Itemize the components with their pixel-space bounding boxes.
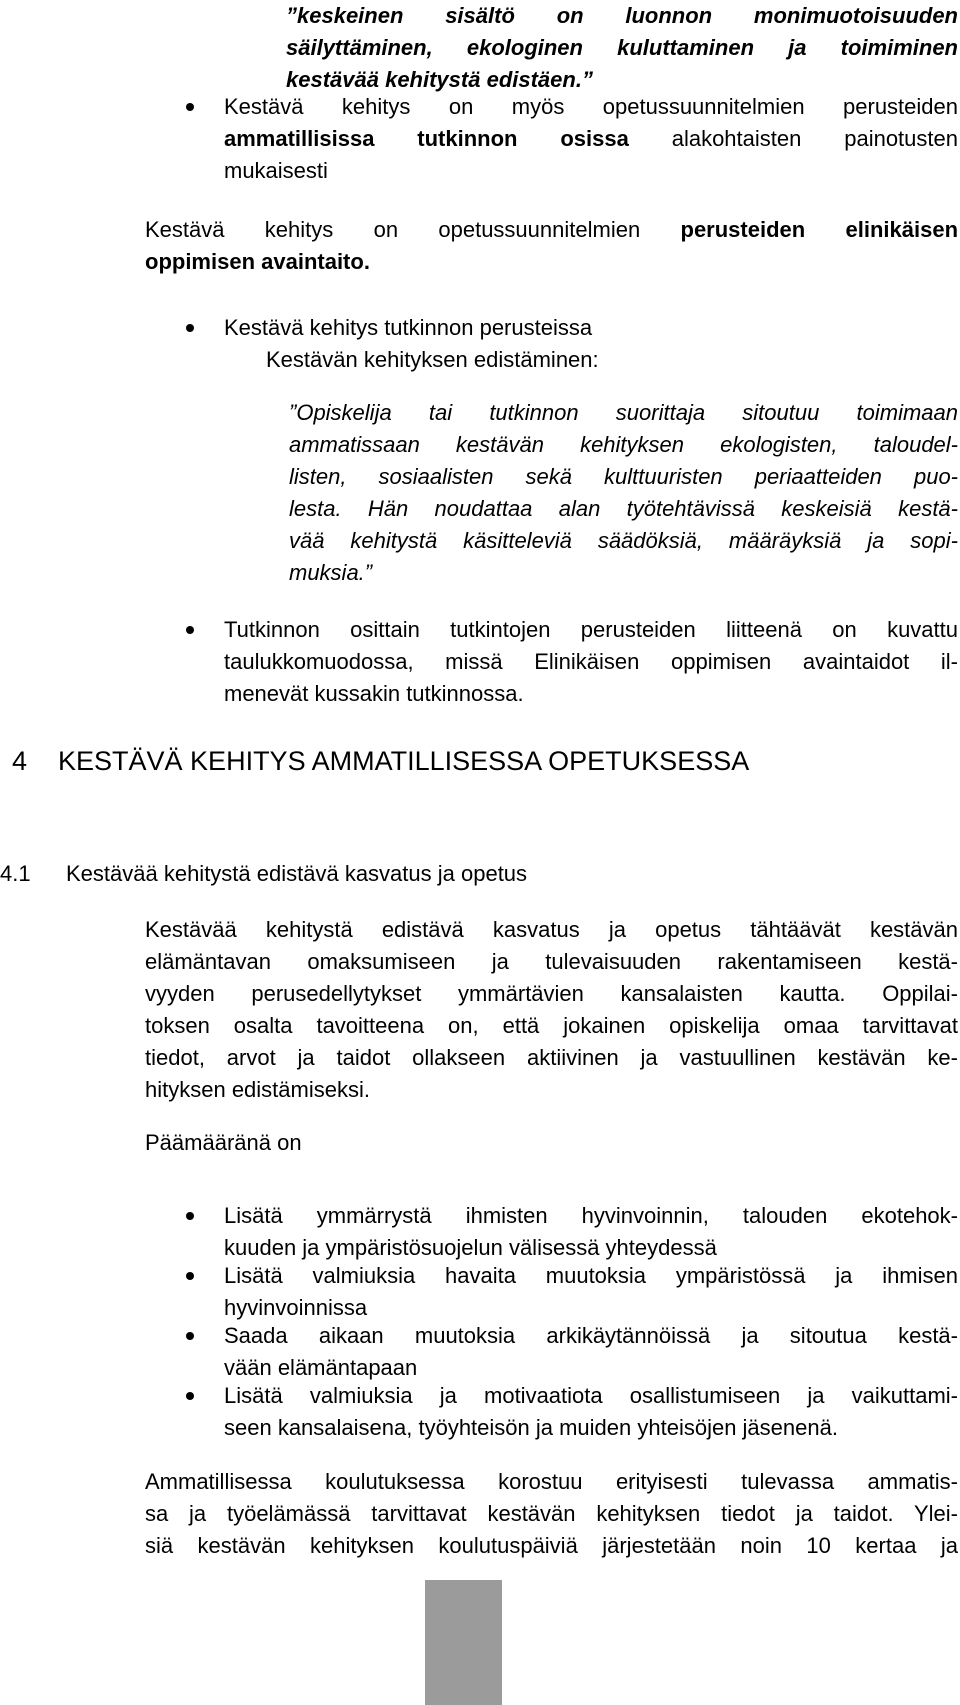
- para-line: Ammatillisessa koulutuksessa korostuu erityisesti tulevassa ammatis-: [145, 1469, 958, 1494]
- quote-line: ammatissaan kestävän kehityksen ekologisten, taloudel-: [289, 432, 958, 457]
- bullet-b-line: Kestävä kehitys tutkinnon perusteissa: [224, 315, 593, 340]
- goal-line: Lisätä valmiuksia havaita muutoksia ympäristössä ja ihmisen: [224, 1263, 958, 1288]
- quote-line: muksia.”: [289, 560, 373, 585]
- para-line: Kestävää kehitystä edistävä kasvatus ja opetus tähtäävät kestävän: [145, 917, 958, 942]
- para-line: tiedot, arvot ja taidot ollakseen aktiivinen ja vastuullinen kestävän ke-: [145, 1045, 958, 1070]
- goals-label: Päämääränä on: [145, 1130, 302, 1155]
- goal-line: vään elämäntapaan: [224, 1355, 418, 1380]
- goal-item: [224, 1320, 958, 1384]
- heading-number: 4.1: [0, 861, 31, 886]
- goal-line: kuuden ja ympäristösuojelun välisessä yhteydessä: [224, 1235, 717, 1260]
- bullet-b: [224, 312, 958, 376]
- key-plain: Kestävä kehitys on opetussuunnitelmien: [145, 217, 681, 242]
- bullet-icon: [186, 1332, 194, 1340]
- bullet-a-line: mukaisesti: [224, 158, 328, 183]
- section-heading-4: [12, 743, 958, 779]
- bullet-icon: [186, 1392, 194, 1400]
- goal-item: [224, 1260, 958, 1324]
- bullet-c-line: taulukkomuodossa, missä Elinikäisen oppimisen avaintaidot il-: [224, 649, 958, 674]
- para-line: siä kestävän kehityksen koulutuspäiviä järjestetään noin 10 kertaa ja: [145, 1533, 958, 1558]
- bullet-icon: [186, 1212, 194, 1220]
- key-competence-paragraph: [145, 214, 958, 278]
- bullet-icon: [186, 626, 194, 634]
- bullet-a-rest: alakohtaisten painotusten: [628, 126, 958, 151]
- para-line: vyyden perusedellytykset ymmärtävien kansalaisten kautta. Oppilai-: [145, 981, 958, 1006]
- intro-quote-line: kestävää kehitystä edistäen.”: [286, 67, 593, 92]
- goal-line: Lisätä ymmärrystä ihmisten hyvinvoinnin, talouden ekotehok-: [224, 1203, 958, 1228]
- para-line: toksen osalta tavoitteena on, että jokainen opiskelija omaa tarvittavat: [145, 1013, 958, 1038]
- para-line: sa ja työelämässä tarvittavat kestävän kehityksen tiedot ja taidot. Ylei-: [145, 1501, 958, 1526]
- bullet-a-line: [224, 123, 958, 155]
- section-4-1-paragraph: [145, 914, 958, 1106]
- quote-line: vää kehitystä käsitteleviä säädöksiä, määräyksiä ja sopi-: [289, 528, 958, 553]
- heading-title: KESTÄVÄ KEHITYS AMMATILLISESSA OPETUKSESSA: [58, 746, 750, 776]
- heading-number: 4: [12, 746, 28, 776]
- bullet-c-line: menevät kussakin tutkinnossa.: [224, 681, 524, 706]
- bullet-icon: [186, 1272, 194, 1280]
- bullet-a-emphasis: ammatillisissa tutkinnon osissa: [224, 126, 629, 151]
- section-heading-4-1: [0, 858, 958, 890]
- para-line: elämäntavan omaksumiseen ja tulevaisuuden rakentamiseen kestä-: [145, 949, 958, 974]
- para-line: hityksen edistämiseksi.: [145, 1077, 370, 1102]
- goal-line: seen kansalaisena, työyhteisön ja muiden yhteisöjen jäsenenä.: [224, 1415, 838, 1440]
- intro-quote: [286, 0, 958, 96]
- final-paragraph: [145, 1466, 958, 1562]
- key-line: [145, 214, 958, 246]
- bullet-c-line: Tutkinnon osittain tutkintojen perusteiden liitteenä on kuvattu: [224, 617, 958, 642]
- key-line: oppimisen avaintaito.: [145, 249, 370, 274]
- quote-line: ”Opiskelija tai tutkinnon suorittaja sitoutuu toimimaan: [289, 400, 958, 425]
- bullet-b-line: Kestävän kehityksen edistäminen:: [266, 347, 599, 372]
- quote-line: listen, sosiaalisten sekä kulttuuristen periaatteiden puo-: [289, 464, 958, 489]
- goal-line: Saada aikaan muutoksia arkikäytännöissä ja sitoutua kestä-: [224, 1323, 958, 1348]
- goal-item: [224, 1380, 958, 1444]
- bullet-a-line: Kestävä kehitys on myös opetussuunnitelmien perusteiden: [224, 94, 958, 119]
- heading-title: Kestävää kehitystä edistävä kasvatus ja opetus: [66, 861, 528, 886]
- standards-quote: [289, 397, 958, 589]
- key-bold: perusteiden elinikäisen: [680, 217, 959, 242]
- bullet-a: [224, 91, 958, 187]
- goal-line: hyvinvoinnissa: [224, 1295, 368, 1320]
- intro-quote-line: säilyttäminen, ekologinen kuluttaminen ja toimiminen: [286, 35, 958, 60]
- bullet-icon: [186, 103, 194, 111]
- intro-quote-line: ”keskeinen sisältö on luonnon monimuotoisuuden: [286, 3, 958, 28]
- quote-line: lesta. Hän noudattaa alan työtehtävissä keskeisiä kestä-: [289, 496, 958, 521]
- bullet-icon: [186, 324, 194, 332]
- goal-item: [224, 1200, 958, 1264]
- bullet-c: [224, 614, 958, 710]
- goal-line: Lisätä valmiuksia ja motivaatiota osallistumiseen ja vaikuttami-: [224, 1383, 958, 1408]
- page-tab-marker: [425, 1580, 502, 1705]
